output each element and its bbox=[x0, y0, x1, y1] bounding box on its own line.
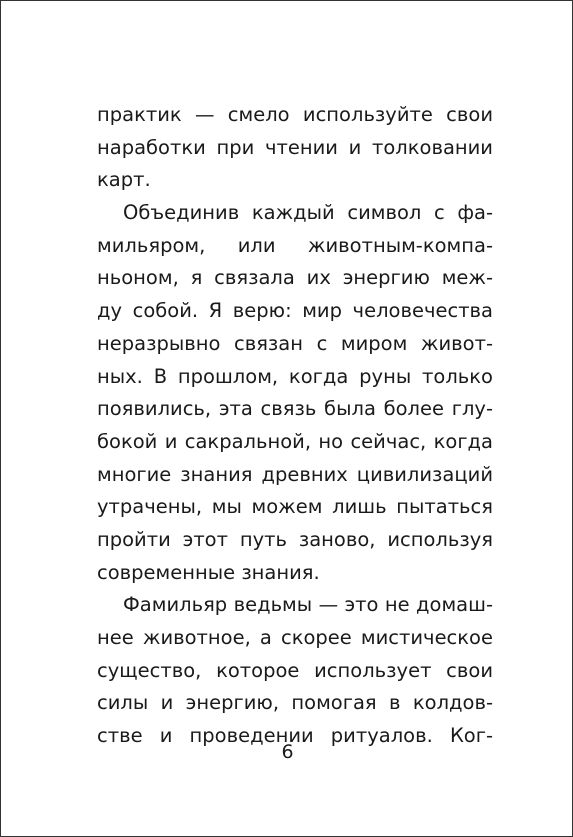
text-line: существо, которое использует свои bbox=[97, 658, 493, 682]
text-line: наработки при чтении и толковании bbox=[97, 135, 493, 159]
text-line: нее животное, а скорее мистическое bbox=[97, 626, 493, 649]
page-number: 6 bbox=[281, 741, 294, 763]
text-line: многие знания древних цивилизаций bbox=[97, 462, 493, 486]
text-line: утрачены, мы можем лишь пытаться bbox=[97, 495, 493, 519]
text-line: карт. bbox=[97, 168, 151, 192]
text-line: бокой и сакральной, но сейчас, когда bbox=[97, 429, 493, 453]
text-line: современные знания. bbox=[97, 560, 320, 584]
text-line: Объединив каждый символ с фа- bbox=[123, 201, 493, 225]
text-line: мильяром, или животным-компа- bbox=[97, 233, 493, 257]
text-line: неразрывно связан с миром живот- bbox=[97, 331, 493, 355]
text-line: ных. В прошлом, когда руны только bbox=[97, 364, 493, 388]
body-text bbox=[97, 99, 493, 753]
text-line: ньоном, я связала их энергию меж- bbox=[97, 266, 493, 290]
text-line: ду собой. Я верю: мир человечества bbox=[97, 299, 493, 323]
text-line: практик — смело используйте свои bbox=[97, 103, 493, 126]
text-line: Фамильяр ведьмы — это не домаш- bbox=[123, 593, 493, 617]
text-line: стве и проведении ритуалов. Ког- bbox=[97, 724, 493, 748]
text-line: пройти этот путь заново, используя bbox=[97, 527, 493, 551]
text-line: появились, эта связь была более глу- bbox=[97, 397, 493, 421]
text-line: силы и энергию, помогая в колдов- bbox=[97, 691, 493, 715]
